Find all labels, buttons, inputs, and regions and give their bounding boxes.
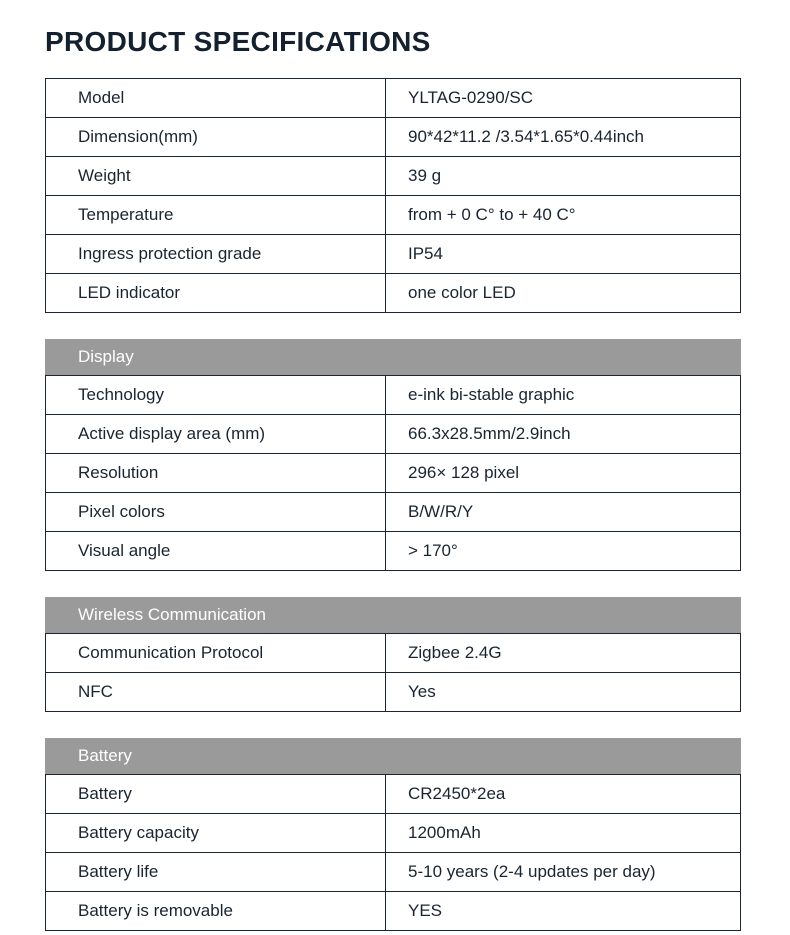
spec-value: 66.3x28.5mm/2.9inch — [386, 415, 741, 454]
spec-label: LED indicator — [46, 274, 386, 313]
section-battery — [45, 738, 745, 931]
spec-label: Temperature — [46, 196, 386, 235]
spec-table-battery — [45, 774, 741, 931]
spec-label: Technology — [46, 376, 386, 415]
spec-value: 39 g — [386, 157, 741, 196]
table-row — [46, 814, 741, 853]
spec-value: e-ink bi-stable graphic — [386, 376, 741, 415]
page-title: PRODUCT SPECIFICATIONS — [45, 26, 431, 57]
table-row — [46, 532, 741, 571]
table-row — [46, 274, 741, 313]
spec-label: NFC — [46, 673, 386, 712]
spec-value: Yes — [386, 673, 741, 712]
section-header-battery: Battery — [45, 738, 741, 774]
table-row — [46, 415, 741, 454]
table-row — [46, 235, 741, 274]
spec-value: YES — [386, 892, 741, 931]
section-display — [45, 339, 745, 571]
spec-value: 1200mAh — [386, 814, 741, 853]
spec-label: Visual angle — [46, 532, 386, 571]
spec-label: Communication Protocol — [46, 634, 386, 673]
spec-label: Resolution — [46, 454, 386, 493]
spec-value: one color LED — [386, 274, 741, 313]
spec-value: 296× 128 pixel — [386, 454, 741, 493]
table-row — [46, 376, 741, 415]
table-row — [46, 196, 741, 235]
spec-label: Battery — [46, 775, 386, 814]
spec-label: Battery is removable — [46, 892, 386, 931]
spec-label: Ingress protection grade — [46, 235, 386, 274]
table-row — [46, 673, 741, 712]
spec-table-general — [45, 78, 741, 313]
section-general — [45, 78, 745, 313]
spec-value: 5-10 years (2-4 updates per day) — [386, 853, 741, 892]
spec-value: 90*42*11.2 /3.54*1.65*0.44inch — [386, 118, 741, 157]
spec-value: CR2450*2ea — [386, 775, 741, 814]
spec-value: B/W/R/Y — [386, 493, 741, 532]
section-header-display: Display — [45, 339, 741, 375]
spec-label: Active display area (mm) — [46, 415, 386, 454]
spec-label: Battery life — [46, 853, 386, 892]
spec-label: Model — [46, 79, 386, 118]
spec-value: Zigbee 2.4G — [386, 634, 741, 673]
table-row — [46, 454, 741, 493]
table-row — [46, 775, 741, 814]
table-row — [46, 634, 741, 673]
table-row — [46, 853, 741, 892]
spec-label: Pixel colors — [46, 493, 386, 532]
spec-label: Dimension(mm) — [46, 118, 386, 157]
spec-value: IP54 — [386, 235, 741, 274]
table-row — [46, 118, 741, 157]
table-row — [46, 892, 741, 931]
section-header-wireless-communication: Wireless Communication — [45, 597, 741, 633]
spec-value: YLTAG-0290/SC — [386, 79, 741, 118]
spec-value: from + 0 C° to + 40 C° — [386, 196, 741, 235]
spec-value: > 170° — [386, 532, 741, 571]
table-row — [46, 157, 741, 196]
spec-table-display — [45, 375, 741, 571]
spec-label: Battery capacity — [46, 814, 386, 853]
spec-label: Weight — [46, 157, 386, 196]
table-row — [46, 79, 741, 118]
table-row — [46, 493, 741, 532]
section-wireless-communication — [45, 597, 745, 712]
spec-table-wireless — [45, 633, 741, 712]
